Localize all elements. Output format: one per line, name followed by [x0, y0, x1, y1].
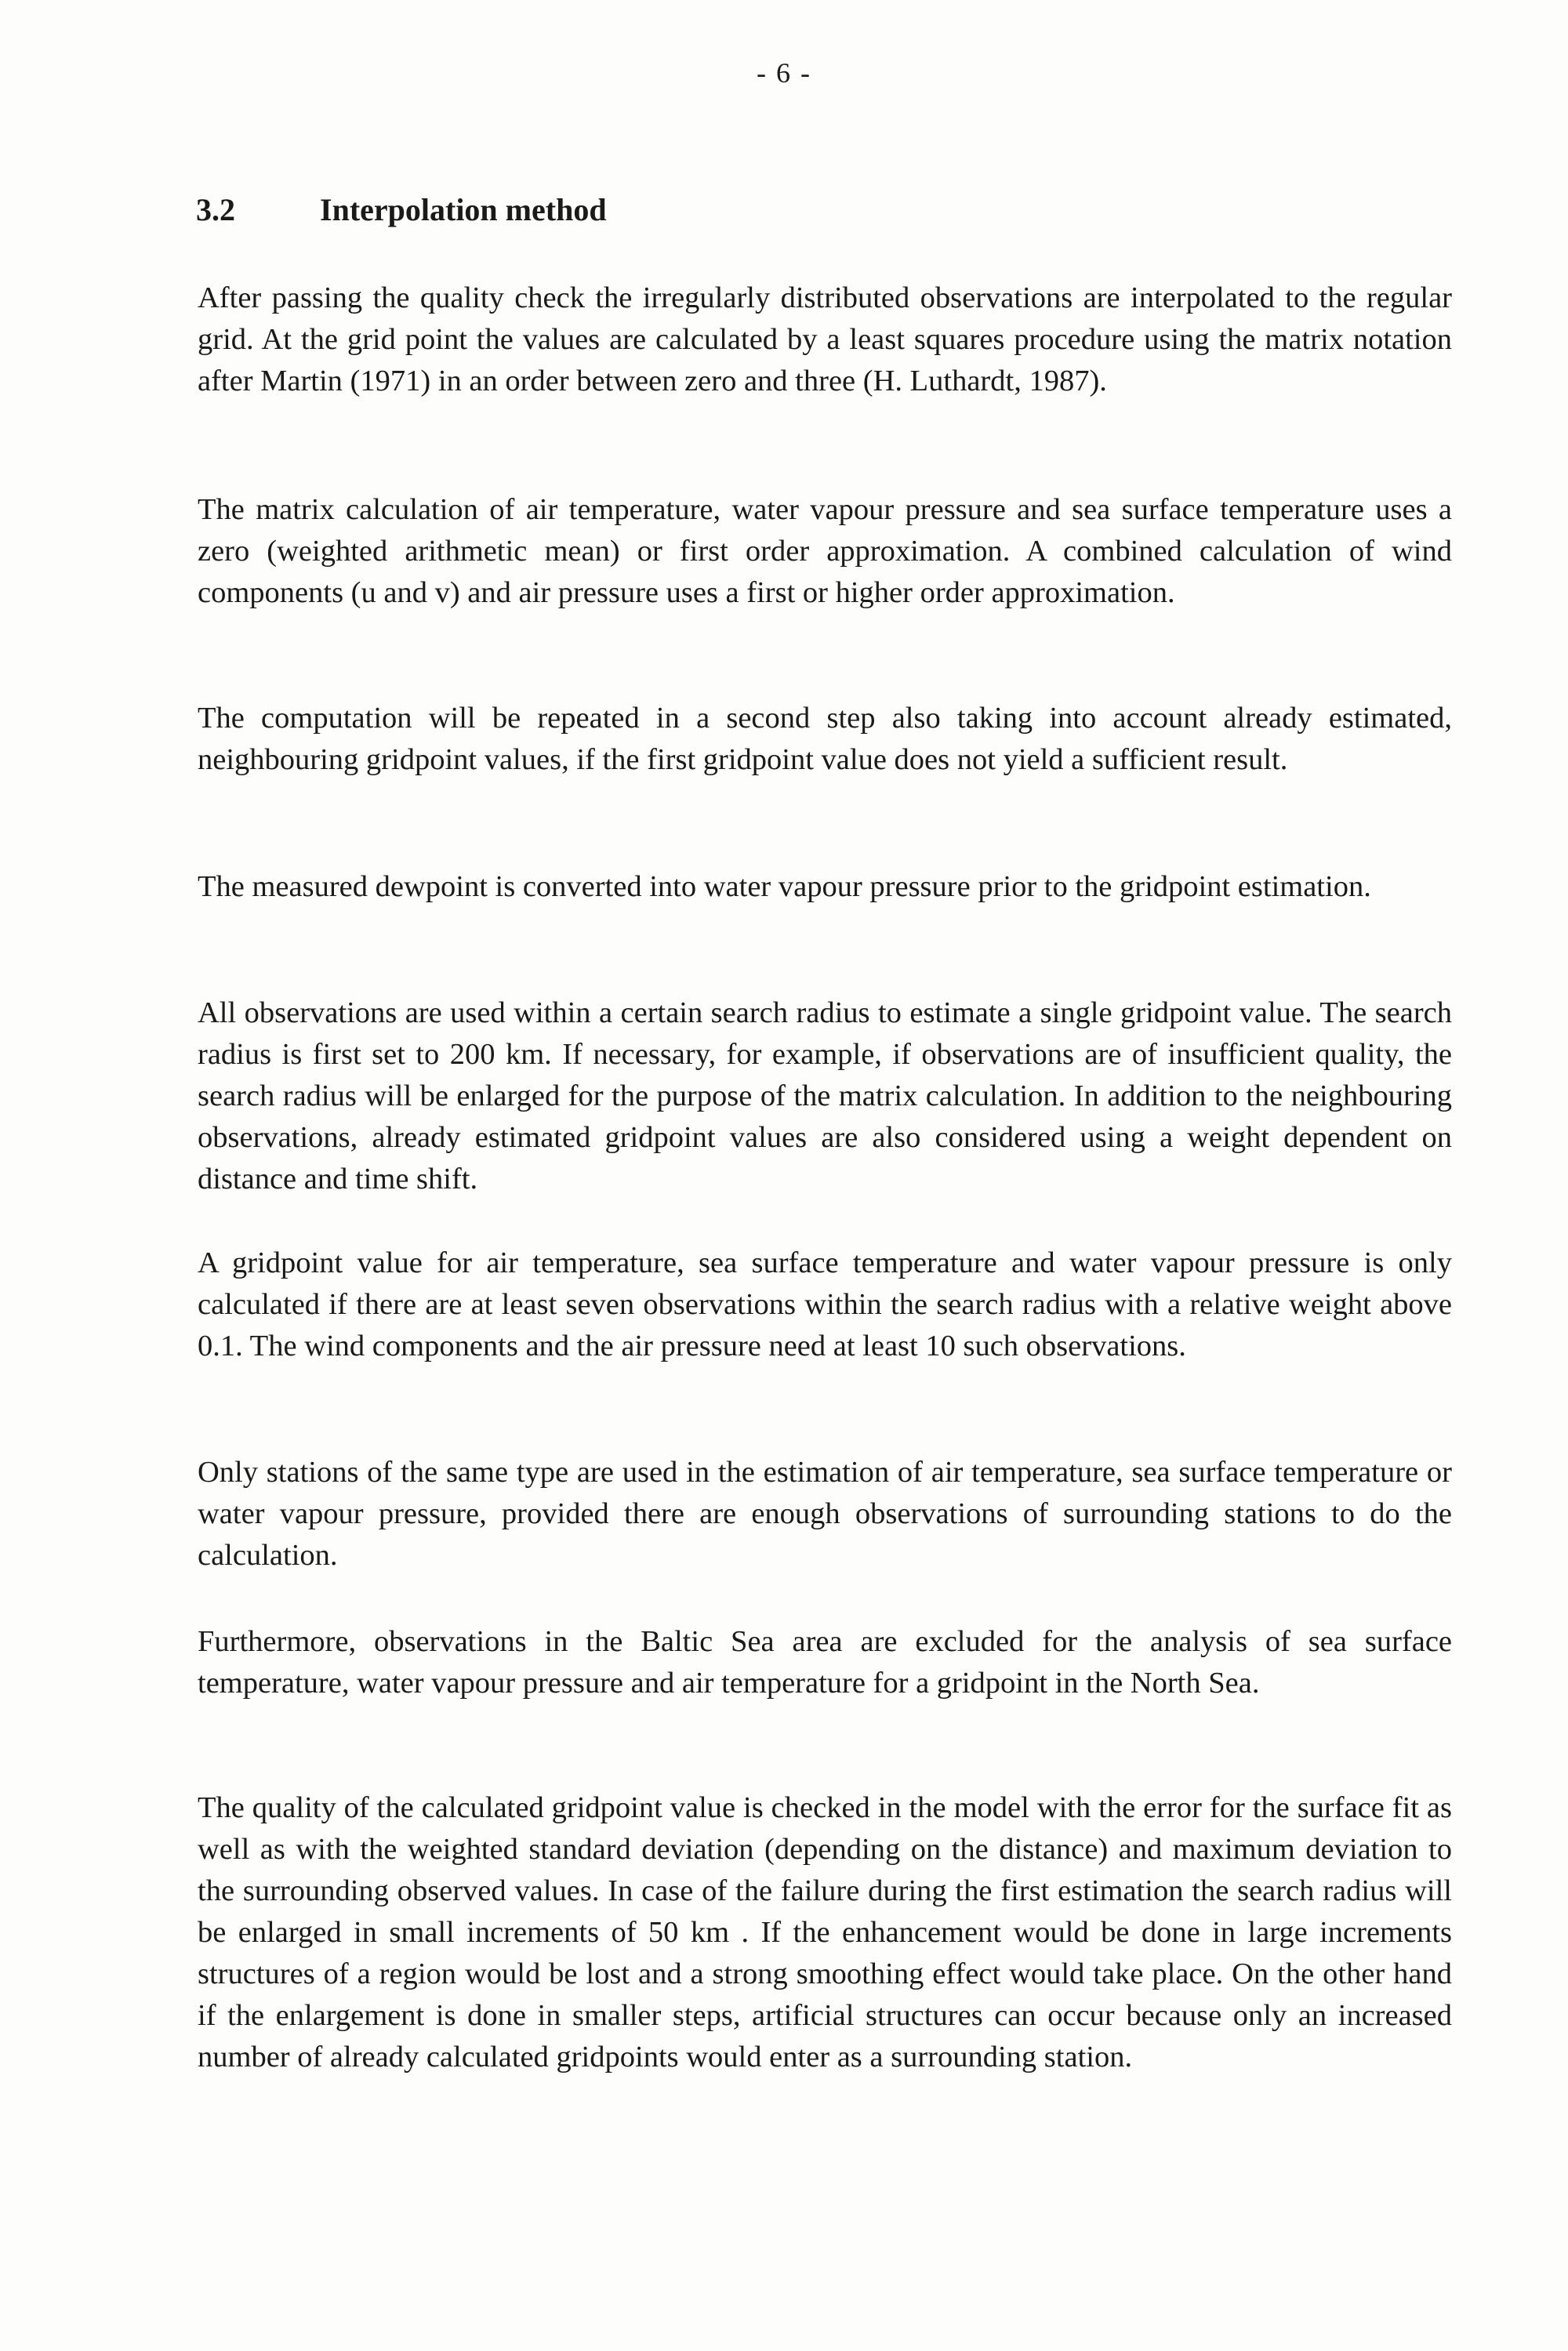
paragraph-matrix-calculation: The matrix calculation of air temperature, water vapour pressure and sea surface temperature uses a zero (weighted arithmetic mean) or first order approximation. A combined calculation of wind components (u and v) and air pressure uses a first or higher order approximation. — [198, 493, 1452, 609]
paragraph-second-step: The computation will be repeated in a second step also taking into account already estimated, neighbouring gridpoint values, if the first gridpoint value does not yield a sufficient result. — [198, 702, 1452, 776]
section-heading — [196, 191, 607, 228]
paragraph-interpolation-intro: After passing the quality check the irregularly distributed observations are interpolated to the regular grid. At the grid point the values are calculated by a least squares procedure using the matrix notation after Martin (1971) in an order between zero and three (H. Luthardt, 1987). — [198, 281, 1452, 397]
page-number: - 6 - — [757, 57, 811, 89]
paragraph-dewpoint: The measured dewpoint is converted into water vapour pressure prior to the gridpoint estimation. — [198, 870, 1371, 903]
section-number: 3.2 — [196, 192, 235, 227]
paragraph-quality-check: The quality of the calculated gridpoint value is checked in the model with the error for the surface fit as well as with the weighted standard deviation (depending on the distance) and maximum deviation to the surrounding observed values. In case of the failure during the first estimation the search radius will be enlarged in small increments of 50 km . If the enhancement would be done in large increments structures of a region would be lost and a strong smoothing effect would take place. On the other hand if the enlargement is done in smaller steps, artificial structures can occur because only an increased number of already calculated gridpoints would enter as a surrounding station. — [198, 1791, 1452, 2073]
paragraph-station-type: Only stations of the same type are used in the estimation of air temperature, sea surface temperature or water vapour pressure, provided there are enough observations of surrounding stations to do the calculation. — [198, 1456, 1452, 1572]
paragraph-search-radius: All observations are used within a certain search radius to estimate a single gridpoint value. The search radius is first set to 200 km. If necessary, for example, if observations are of insufficient quality, the search radius will be enlarged for the purpose of the matrix calculation. In addition to the neighbouring observations, already estimated gridpoint values are also considered using a weight dependent on distance and time shift. — [198, 996, 1452, 1195]
paragraph-minimum-observations: A gridpoint value for air temperature, sea surface temperature and water vapour pressure is only calculated if there are at least seven observations within the search radius with a relative weight above 0.1. The wind components and the air pressure need at least 10 such observations. — [198, 1246, 1452, 1362]
paragraph-baltic-sea: Furthermore, observations in the Baltic Sea area are excluded for the analysis of sea surface temperature, water vapour pressure and air temperature for a gridpoint in the North Sea. — [198, 1625, 1452, 1700]
section-title: Interpolation method — [320, 192, 607, 227]
